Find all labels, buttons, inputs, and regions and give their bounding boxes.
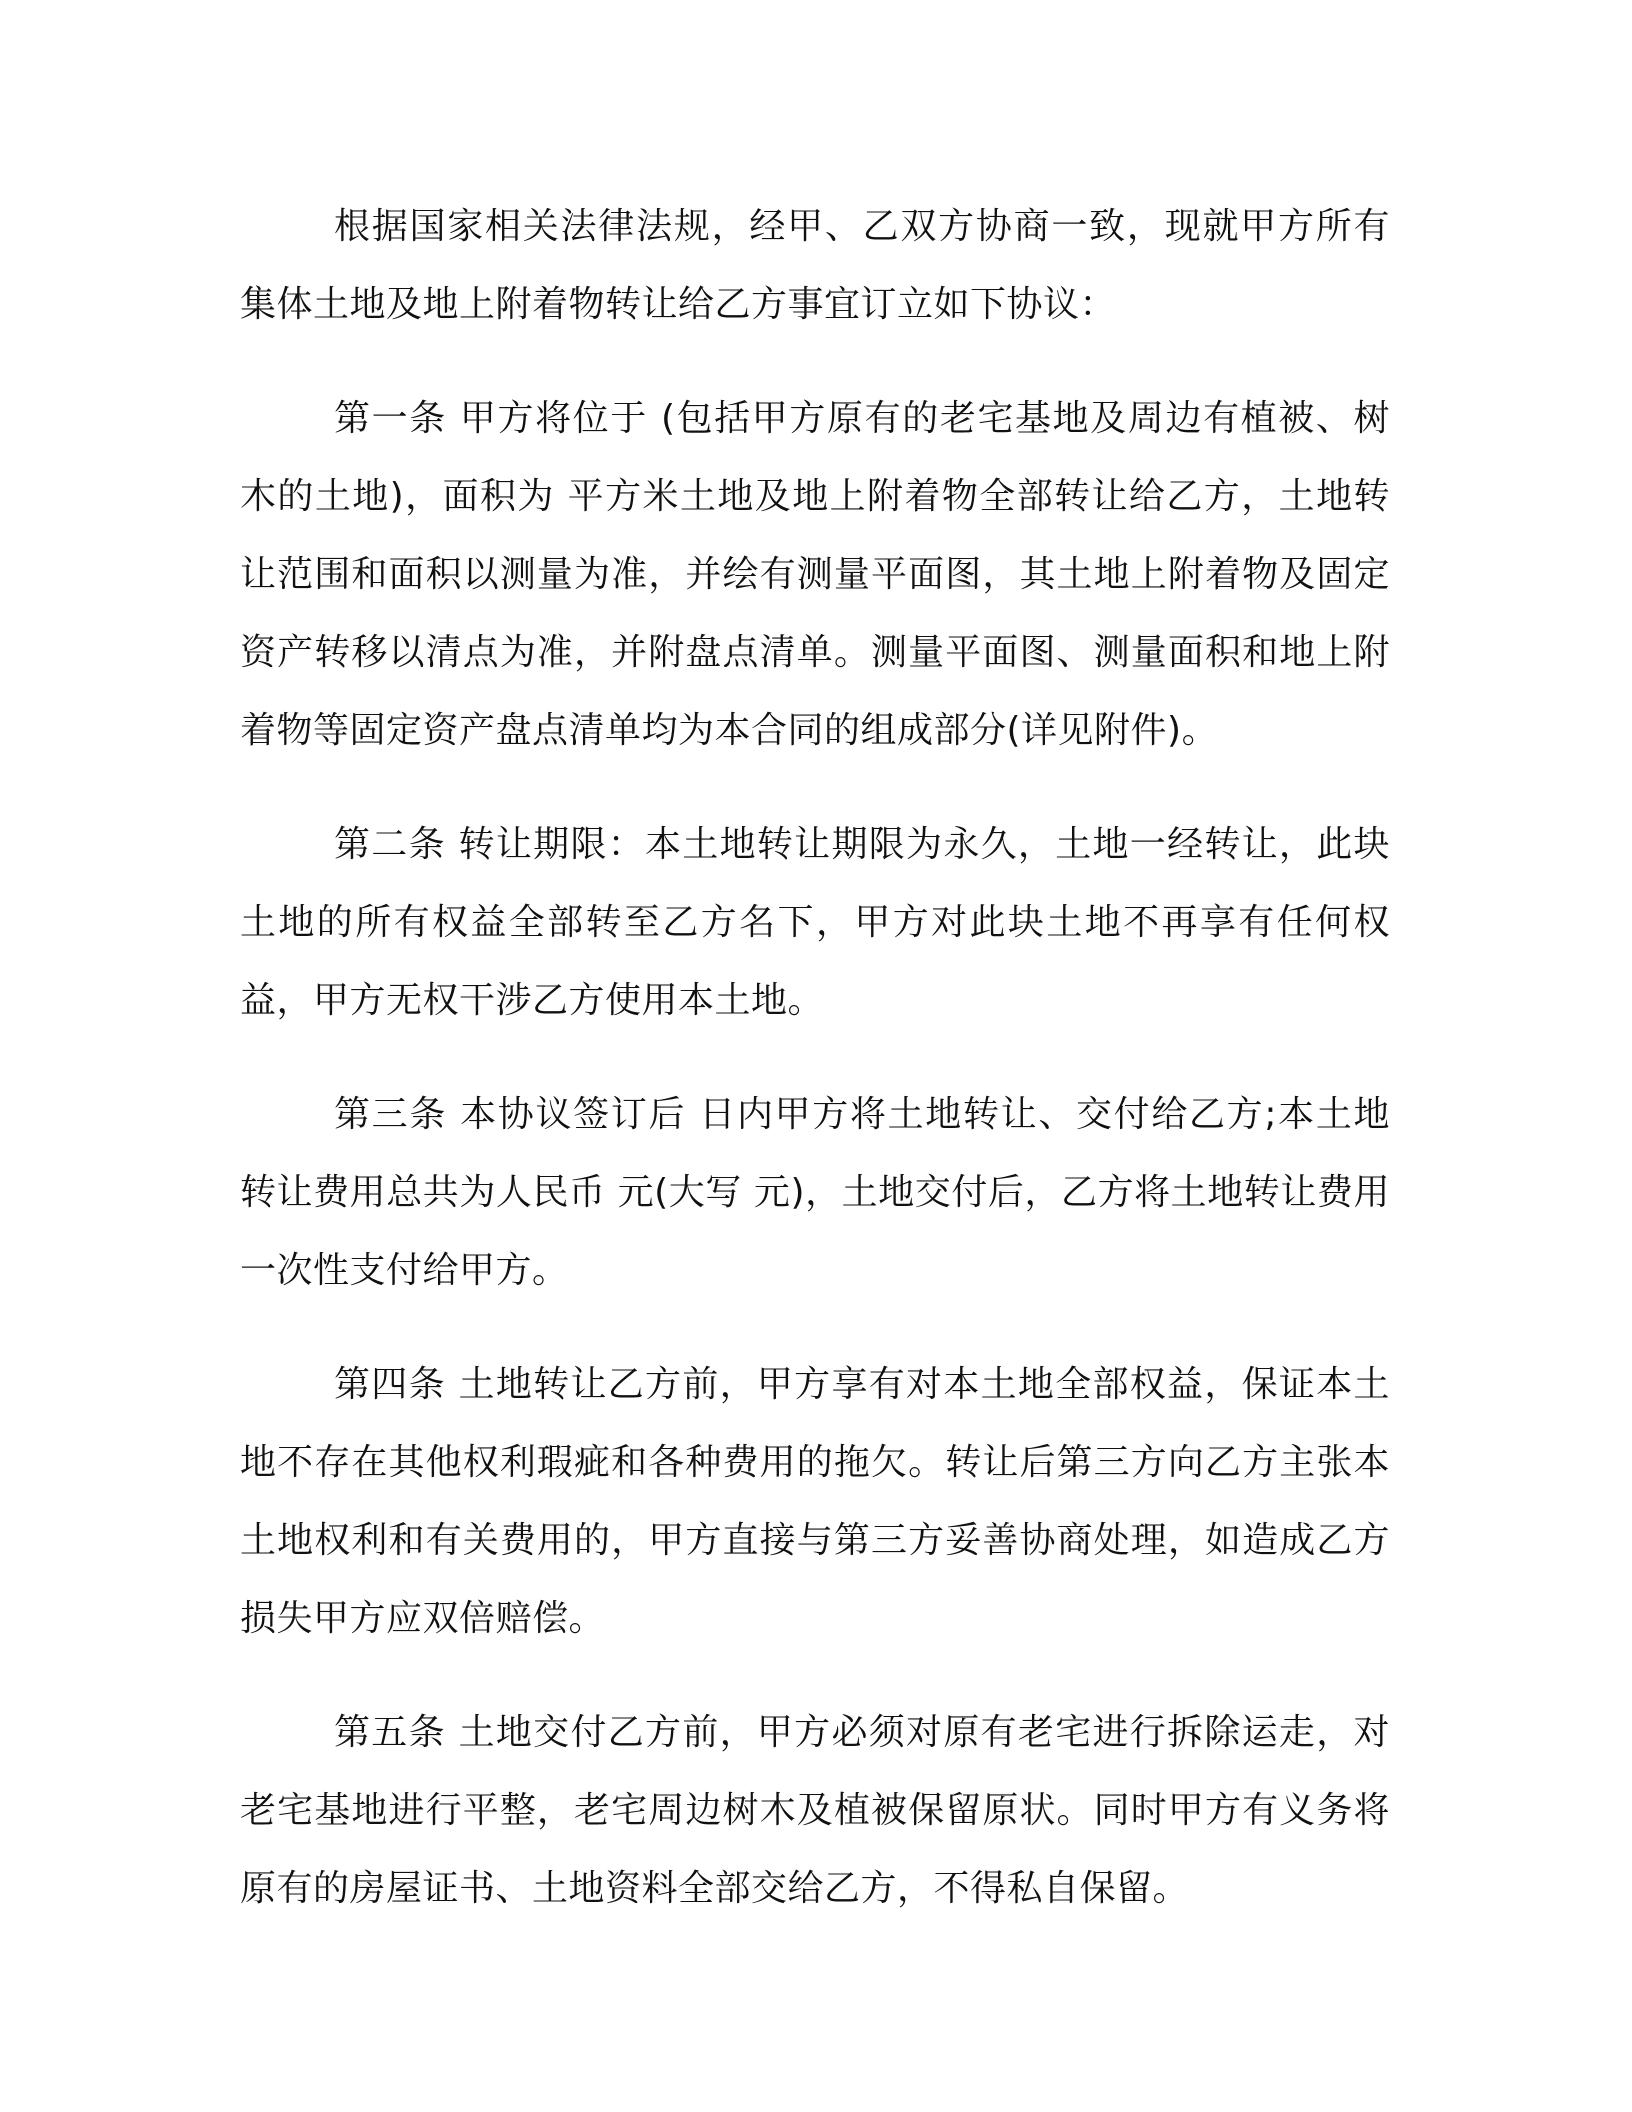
article-3-paragraph: 第三条 本协议签订后 日内甲方将土地转让、交付给乙方;本土地转让费用总共为人民币 元(大写 元)，土地交付后，乙方将土地转让费用一次性支付给甲方。 [240,1094,1390,1291]
article-5-paragraph: 第五条 土地交付乙方前，甲方必须对原有老宅进行拆除运走，对老宅基地进行平整，老宅周边树木及植被保留原状。同时甲方有义务将原有的房屋证书、土地资料全部交给乙方，不得私自保留。 [240,1712,1390,1909]
article-1-paragraph: 第一条 甲方将位于 (包括甲方原有的老宅基地及周边有植被、树木的土地)，面积为 平方米土地及地上附着物全部转让给乙方，土地转让范围和面积以测量为准，并绘有测量平面图，其土地上附着物及固定资产转移以清点为准，并附盘点清单。测量平面图、测量面积和地上附着物等固定资产盘点清单均为本合同的组成部分(详见附件)。 [240,398,1390,751]
article-4-paragraph: 第四条 土地转让乙方前，甲方享有对本土地全部权益，保证本土地不存在其他权利瑕疵和各种费用的拖欠。转让后第三方向乙方主张本土地权利和有关费用的，甲方直接与第三方妥善协商处理，如造成乙方损失甲方应双倍赔偿。 [240,1364,1390,1639]
document-body [240,188,1390,1964]
preamble-paragraph: 根据国家相关法律法规，经甲、乙双方协商一致，现就甲方所有集体土地及地上附着物转让给乙方事宜订立如下协议： [240,206,1390,325]
article-2-paragraph: 第二条 转让期限：本土地转让期限为永久，土地一经转让，此块土地的所有权益全部转至乙方名下，甲方对此块土地不再享有任何权益，甲方无权干涉乙方使用本土地。 [240,824,1390,1021]
